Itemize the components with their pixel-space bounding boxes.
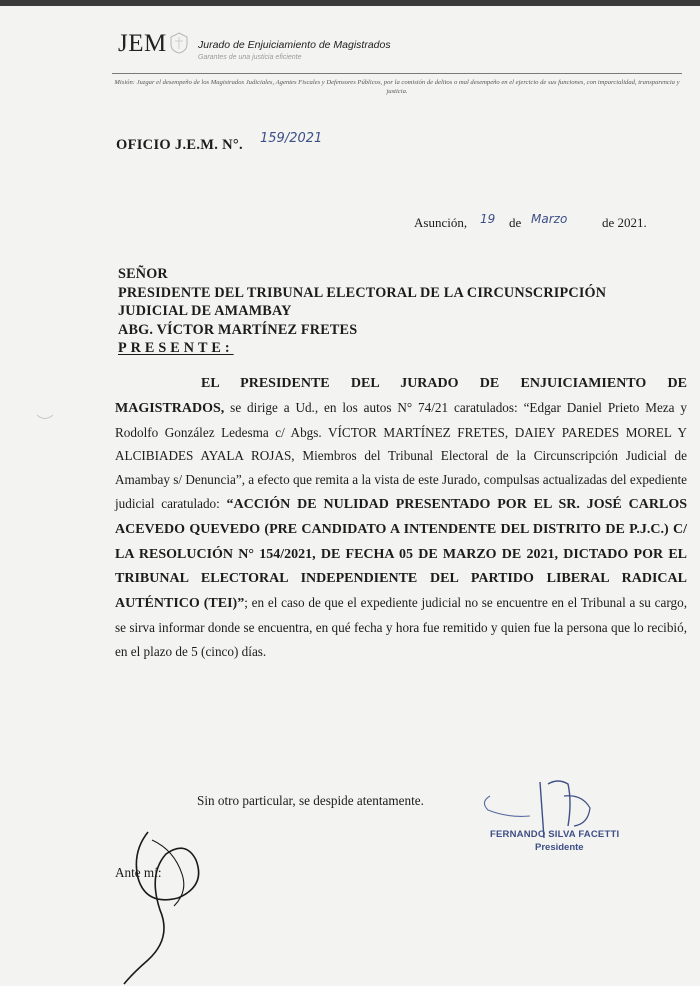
- date-month: Marzo: [531, 212, 568, 226]
- body-paragraph: [115, 371, 687, 664]
- addressee-name: ABG. VÍCTOR MARTÍNEZ FRETES: [118, 321, 358, 338]
- oficio-number: [116, 131, 323, 154]
- body-text-2: ; en el caso de que el expediente judicial no se encuentre en el Tribunal a su cargo, se sirva informar donde se encuentra, en qué fecha y hora fue remitido y quien fue la persona que lo recibió, en el plazo de 5 (cinco) días.: [115, 595, 687, 659]
- body-bold-intro: EL PRESIDENTE DEL JURADO DE ENJUICIAMIENTO DE MAGISTRADOS,: [115, 376, 687, 416]
- addressee-title: PRESIDENTE DEL TRIBUNAL ELECTORAL DE LA CIRCUNSCRIPCIÓN: [118, 284, 607, 301]
- signature-scribble-left: [108, 820, 228, 986]
- closing-line: Sin otro particular, se despide atentamente.: [197, 793, 424, 808]
- date-de: de: [509, 215, 522, 230]
- addressee-block: [118, 265, 690, 358]
- ante-mi-label: Ante mí:: [115, 865, 162, 880]
- body-text-1: se dirige a Ud., en los autos N° 74/21 caratulados: “Edgar Daniel Prieto Meza y Rodolfo González Ledesma c/ Abgs. VÍCTOR MARTÍNEZ FRETES, DAIEY PAREDES MOREL Y ALCIBIADES AYALA ROJAS, Miembros del Tribunal Electoral de la Circunscripción Judicial de Amambay s/ Denuncia”, a efecto que remita a la vista de este Jurado, compulsas actualizadas del expediente judicial caratulado:: [115, 399, 687, 511]
- addressee-presente: PRESENTE:: [118, 340, 234, 356]
- top-edge-bar: [0, 0, 700, 6]
- addressee-salutation: SEÑOR: [118, 266, 168, 282]
- letter-body: [115, 371, 687, 664]
- oficio-handwritten-number: 159/2021: [260, 131, 323, 146]
- signatory-name: FERNANDO SILVA FACETTI: [490, 829, 620, 840]
- mission-statement: Misión: Juzgar el desempeño de los Magistrados Judiciales, Agentes Fiscales y Defensores Públicos, por la comisión de delitos o mal desempeño en el ejercicio de sus funciones, con imparcialidad, transparencia y justicia.: [114, 79, 680, 95]
- jem-logo: JEM: [118, 30, 167, 57]
- punch-hole-mark: [36, 413, 54, 421]
- header-divider: [112, 73, 682, 74]
- date-year: de 2021.: [602, 215, 647, 230]
- oficio-label: OFICIO J.E.M. N°.: [116, 137, 243, 153]
- letterhead: [118, 26, 678, 76]
- signatory-role: Presidente: [535, 842, 584, 853]
- emblem-icon: [168, 31, 190, 55]
- institution-slogan: Garantes de una justicia eficiente: [198, 54, 302, 61]
- date-city: Asunción,: [414, 215, 468, 230]
- date-line: [0, 212, 700, 235]
- addressee-jurisdiction: JUDICIAL DE AMAMBAY: [118, 303, 292, 319]
- body-bold-case: “ACCIÓN DE NULIDAD PRESENTADO POR EL SR. JOSÉ CARLOS ACEVEDO QUEVEDO (PRE CANDIDATO A INTENDENTE DEL DISTRITO DE P.J.C.) C/ LA RESOLUCIÓN N° 154/2021, DE FECHA 05 DE MARZO DE 2021, DICTADO POR EL TRIBUNAL ELECTORAL INDEPENDIENTE DEL PARTIDO LIBERAL RADICAL AUTÉNTICO (TEI)”: [115, 496, 687, 612]
- date-day: 19: [480, 212, 496, 226]
- institution-name: Jurado de Enjuiciamiento de Magistrados: [198, 39, 391, 51]
